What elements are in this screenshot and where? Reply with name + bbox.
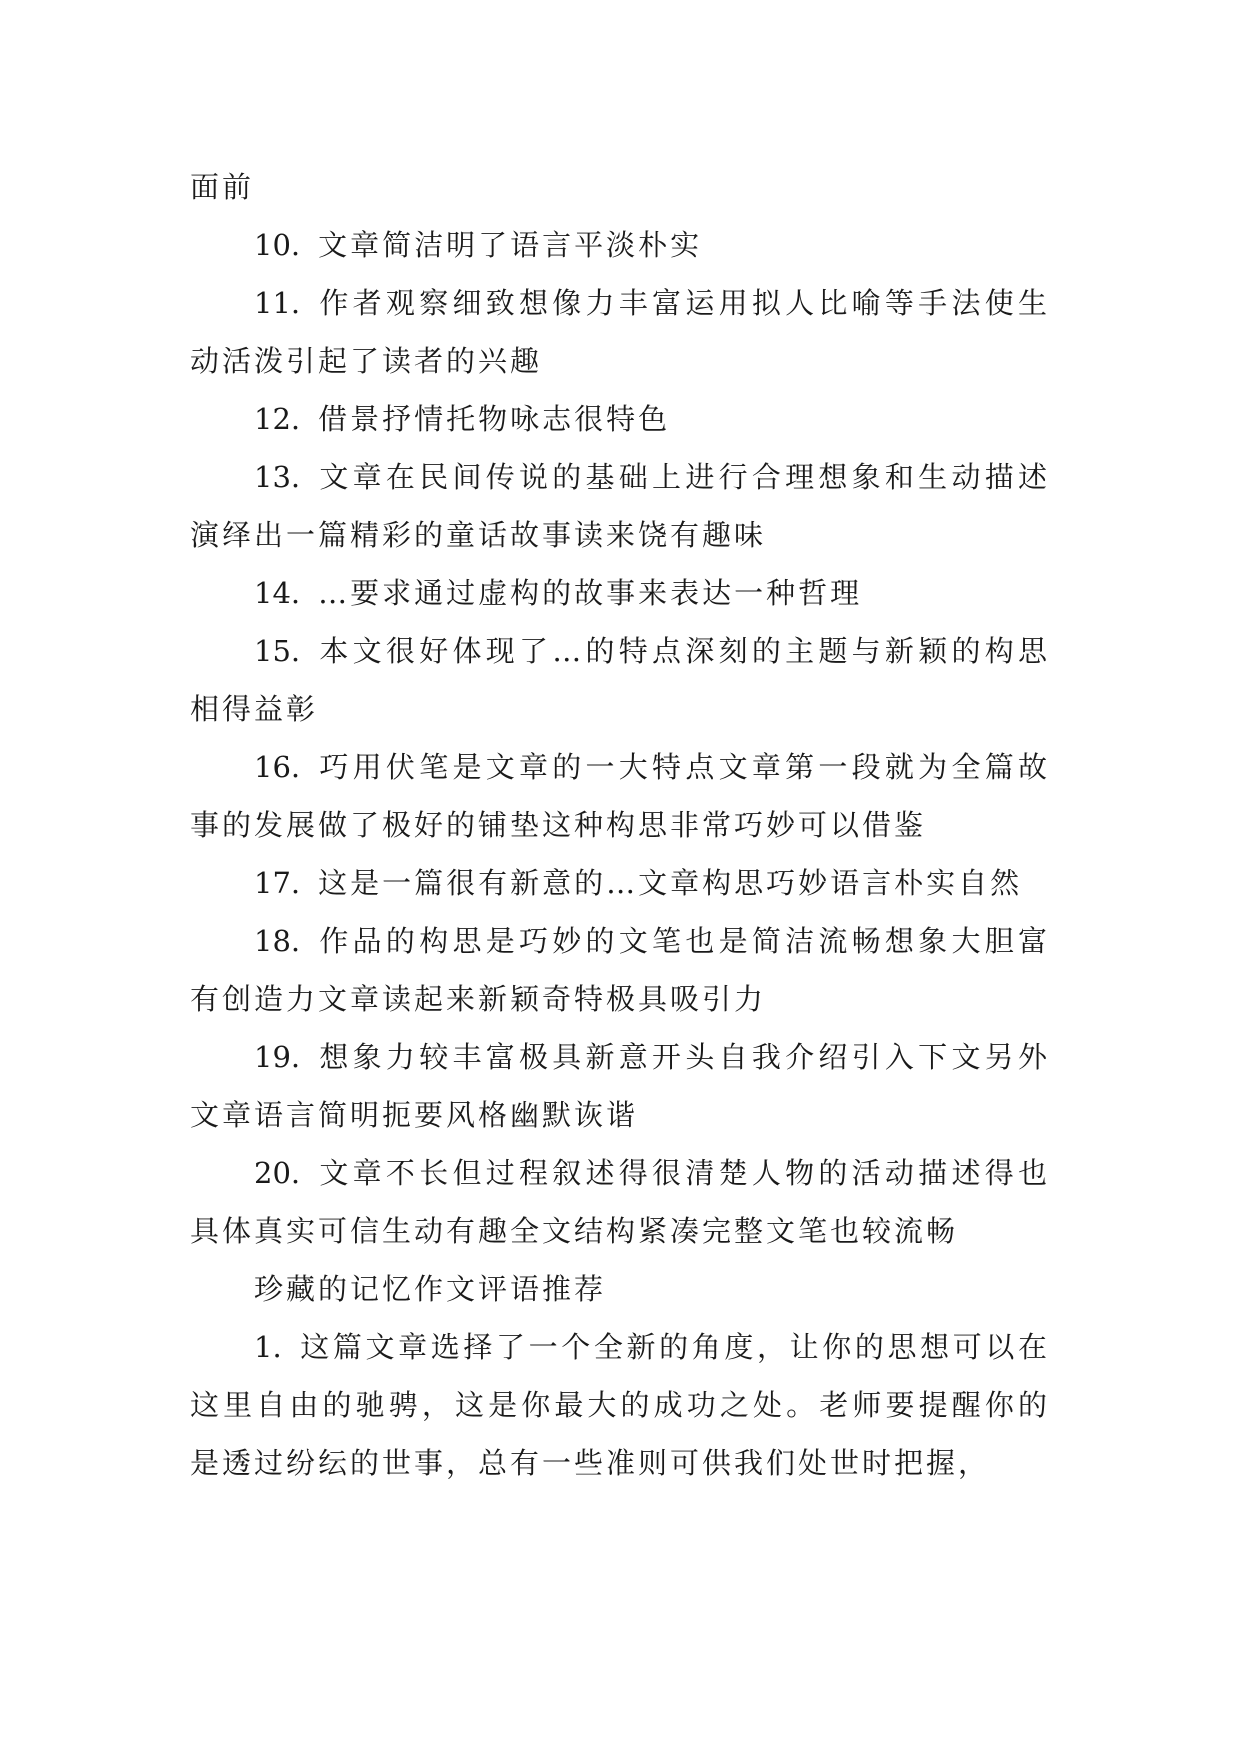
item-text: 本文很好体现了…的特点深刻的主题与新颖的构思相得益彰 bbox=[190, 634, 1050, 726]
item-number: 15. bbox=[254, 634, 301, 668]
item-text: 这篇文章选择了一个全新的角度，让你的思想可以在这里自由的驰骋，这是你最大的成功之处。老师要提醒你的是透过纷纭的世事，总有一些准则可供我们处世时把握， bbox=[190, 1330, 1050, 1480]
item-text: 作者观察细致想像力丰富运用拟人比喻等手法使生动活泼引起了读者的兴趣 bbox=[190, 286, 1050, 378]
section-heading-text: 珍藏的记忆作文评语推荐 bbox=[254, 1272, 607, 1306]
comment-item bbox=[190, 738, 1050, 854]
item-number: 13. bbox=[254, 460, 301, 494]
comment-item bbox=[190, 622, 1050, 738]
item-number: 12. bbox=[254, 402, 301, 436]
document-body bbox=[190, 158, 1050, 1492]
item-number: 20. bbox=[254, 1156, 301, 1190]
item-text: 文章简洁明了语言平淡朴实 bbox=[318, 228, 703, 262]
section-heading bbox=[190, 1260, 1050, 1318]
item-number: 11. bbox=[254, 286, 301, 320]
comment-item bbox=[190, 1318, 1050, 1492]
item-text: 借景抒情托物咏志很特色 bbox=[318, 402, 671, 436]
item-text: 文章不长但过程叙述得很清楚人物的活动描述得也具体真实可信生动有趣全文结构紧凑完整文笔也较流畅 bbox=[190, 1156, 1050, 1248]
comment-item bbox=[190, 564, 1050, 622]
item-number: 18. bbox=[254, 924, 301, 958]
item-number: 19. bbox=[254, 1040, 301, 1074]
comment-item bbox=[190, 216, 1050, 274]
item-text: 这是一篇很有新意的…文章构思巧妙语言朴实自然 bbox=[318, 866, 1023, 900]
item-text: 文章在民间传说的基础上进行合理想象和生动描述演绎出一篇精彩的童话故事读来饶有趣味 bbox=[190, 460, 1050, 552]
paragraph bbox=[190, 158, 1050, 216]
comment-item bbox=[190, 854, 1050, 912]
item-text: 想象力较丰富极具新意开头自我介绍引入下文另外文章语言简明扼要风格幽默诙谐 bbox=[190, 1040, 1050, 1132]
comment-item bbox=[190, 448, 1050, 564]
comment-item bbox=[190, 1144, 1050, 1260]
item-number: 17. bbox=[254, 866, 301, 900]
comment-item bbox=[190, 1028, 1050, 1144]
comment-item bbox=[190, 912, 1050, 1028]
paragraph-text: 面前 bbox=[190, 170, 255, 204]
item-number: 10. bbox=[254, 228, 301, 262]
comment-item bbox=[190, 390, 1050, 448]
item-text: 巧用伏笔是文章的一大特点文章第一段就为全篇故事的发展做了极好的铺垫这种构思非常巧妙可以借鉴 bbox=[190, 750, 1050, 842]
item-number: 16. bbox=[254, 750, 301, 784]
item-number: 1. bbox=[254, 1330, 282, 1364]
item-text: 作品的构思是巧妙的文笔也是简洁流畅想象大胆富有创造力文章读起来新颖奇特极具吸引力 bbox=[190, 924, 1050, 1016]
comment-item bbox=[190, 274, 1050, 390]
item-text: …要求通过虚构的故事来表达一种哲理 bbox=[318, 576, 863, 610]
item-number: 14. bbox=[254, 576, 301, 610]
